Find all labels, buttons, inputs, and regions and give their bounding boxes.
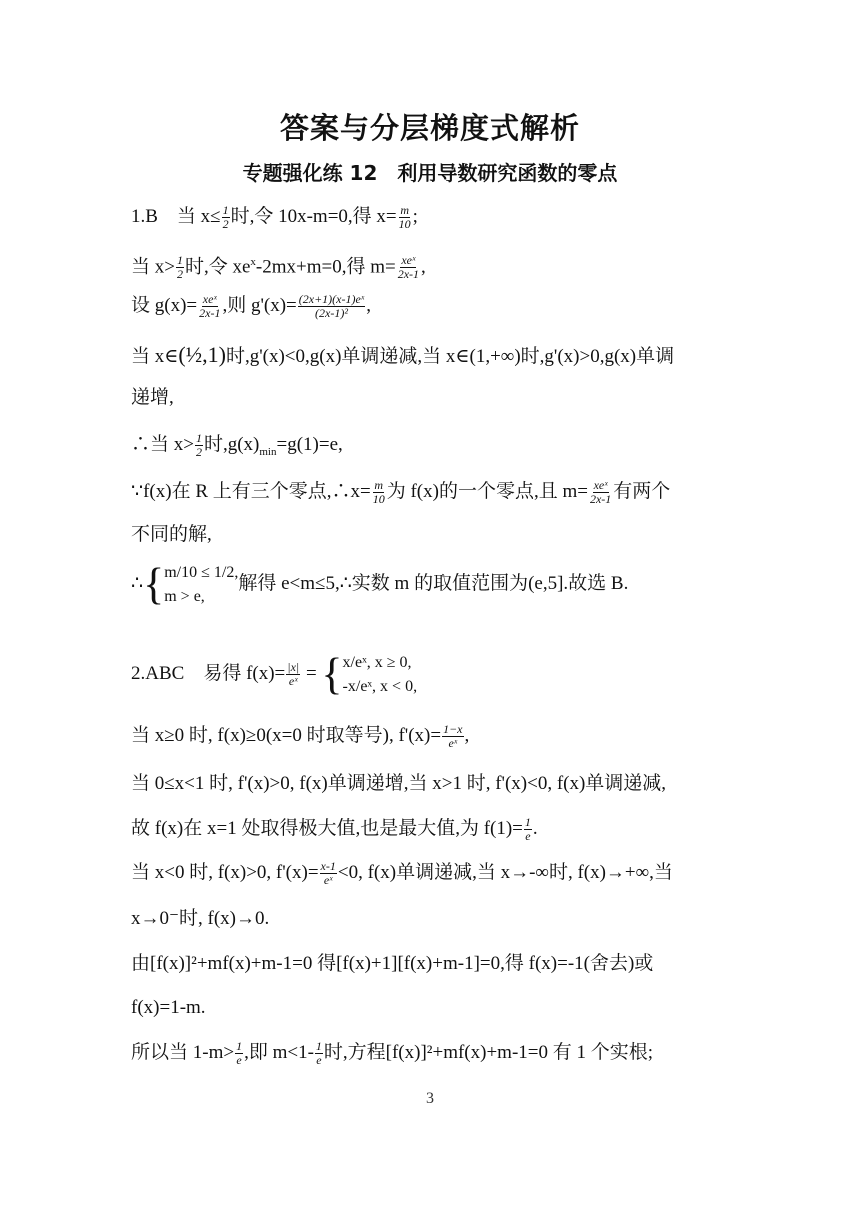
fraction-g-prime: $\frac{\text{(2x+1)(x-1)eˣ}}{\text{(2x-1)²}}$ <box>298 292 365 321</box>
q2-line-1: 2.ABC 易得 f(x)= $\frac{|x|}{\text{eˣ}}$ = { x/eˣ, x ≥ 0, -x/eˣ, x < 0, <box>131 649 418 699</box>
q1-line-4: 当 x∈(½,1)时,g'(x)<0,g(x)单调递减,当 x∈(1,+∞)时,g'(x)>0,g(x)单调 <box>131 342 675 367</box>
page-title: 答案与分层梯度式解析 <box>279 111 580 145</box>
fraction-half: $\frac{1}{2}$ <box>176 253 183 282</box>
q2-line-6: x→0⁻时, f(x)→0. <box>131 908 270 929</box>
fraction-m-10: $\frac{m}{10}$ <box>398 203 411 232</box>
q2-line-8: f(x)=1-m. <box>131 997 206 1018</box>
q2-line-7: 由[f(x)]²+mf(x)+m-1=0 得[f(x)+1][f(x)+m-1]=0,得 f(x)=-1(舍去)或 <box>131 953 654 974</box>
q1-line-5: 递增, <box>131 387 174 408</box>
fraction-half: $\frac{1}{2}$ <box>195 431 202 460</box>
fraction-half: $\frac{1}{2}$ <box>222 203 229 232</box>
fraction-one-over-e: $\frac{1}{e}$ <box>315 1039 322 1068</box>
q1-line-9: ∴{ m/10 ≤ 1/2, m > e, 解得 e<m≤5,∴实数 m 的取值范围为(e,5].故选 B. <box>131 559 629 609</box>
page-number: 3 <box>426 1090 434 1107</box>
q2-line-4: 故 f(x)在 x=1 处取得极大值,也是最大值,为 f(1)= $\frac{1}{e}$ . <box>131 815 538 844</box>
interval: (½,1) <box>178 342 226 367</box>
fraction-derivative: $\frac{1-x}{\text{eˣ}}$ <box>443 722 463 751</box>
fraction-g: $\frac{\text{xeˣ}}{2x-1}$ <box>199 292 221 321</box>
brace-symbol: { <box>143 559 165 609</box>
fraction-abs-x: $\frac{|x|}{\text{eˣ}}$ <box>287 660 300 689</box>
fraction-one-over-e: $\frac{1}{e}$ <box>236 1039 243 1068</box>
fraction-xex: $\frac{\text{xeˣ}}{2x-1}$ <box>397 253 420 282</box>
q1-line-6: ∴当 x> $\frac{1}{2}$ 时$,g(x)_{min}=g(1)=e$, <box>131 431 343 460</box>
fraction-xex: $\frac{\text{xeˣ}}{2x-1}$ <box>589 478 612 507</box>
q2-line-2: 当 x≥0 时, f(x)≥0(x=0 时取等号), f'(x)= $\frac{1-x}{\text{eˣ}}$ , <box>131 722 470 751</box>
brace-symbol: { <box>321 649 343 699</box>
q1-line-7: ∵f(x)在 R 上有三个零点,∴x= $\frac{m}{10}$ 为 f(x)的一个零点,且 m= $\frac{\text{xeˣ}}{2x-1}$ 有两个 <box>131 478 671 507</box>
q2-line-3: 当 0≤x<1 时, f'(x)>0, f(x)单调递增,当 x>1 时, f'(x)<0, f(x)单调递减, <box>131 773 667 794</box>
piecewise-function: x/eˣ, x ≥ 0, -x/eˣ, x < 0, <box>342 653 418 695</box>
fraction-one-over-e: $\frac{1}{e}$ <box>524 815 531 844</box>
q1-line-8: 不同的解, <box>131 524 212 545</box>
fraction-m-10: $\frac{m}{10}$ <box>372 478 385 507</box>
q2-line-9: 所以当 1-m> $\frac{1}{e}$ ,即 m<1- $\frac{1}{e}$ 时,方程[f(x)]²+mf(x)+m-1=0 有 1 个实根; <box>131 1039 654 1068</box>
section-subtitle: 专题强化练 12 利用导数研究函数的零点 <box>242 161 618 185</box>
q1-line-2: 当 x> $\frac{1}{2}$ 时,令 $xe^x-2mx+m=0$,得 m= $\frac{\text{xeˣ}}{2x-1}$ , <box>131 253 426 282</box>
inequality-system: m/10 ≤ 1/2, m > e, <box>164 563 239 605</box>
q2-line-5: 当 x<0 时, f(x)>0, f'(x)= $\frac{x-1}{\text{eˣ}}$ <0, f(x)单调递减,当 x→-∞时, f(x)→+∞,当 <box>131 859 673 888</box>
fraction-x-minus-1: $\frac{x-1}{\text{eˣ}}$ <box>320 859 336 888</box>
q1-line-3: 设 g(x)= $\frac{\text{xeˣ}}{2x-1}$ ,则 g'(x)= $\frac{\text{(2x+1)(x-1)eˣ}}{\text{(2x-1)²}}$ , <box>131 292 371 321</box>
q1-line-1: 1.B 当 x≤ $\frac{1}{2}$ 时,令 10x-m=0,得 x= $\frac{m}{10}$ ; <box>131 203 418 232</box>
